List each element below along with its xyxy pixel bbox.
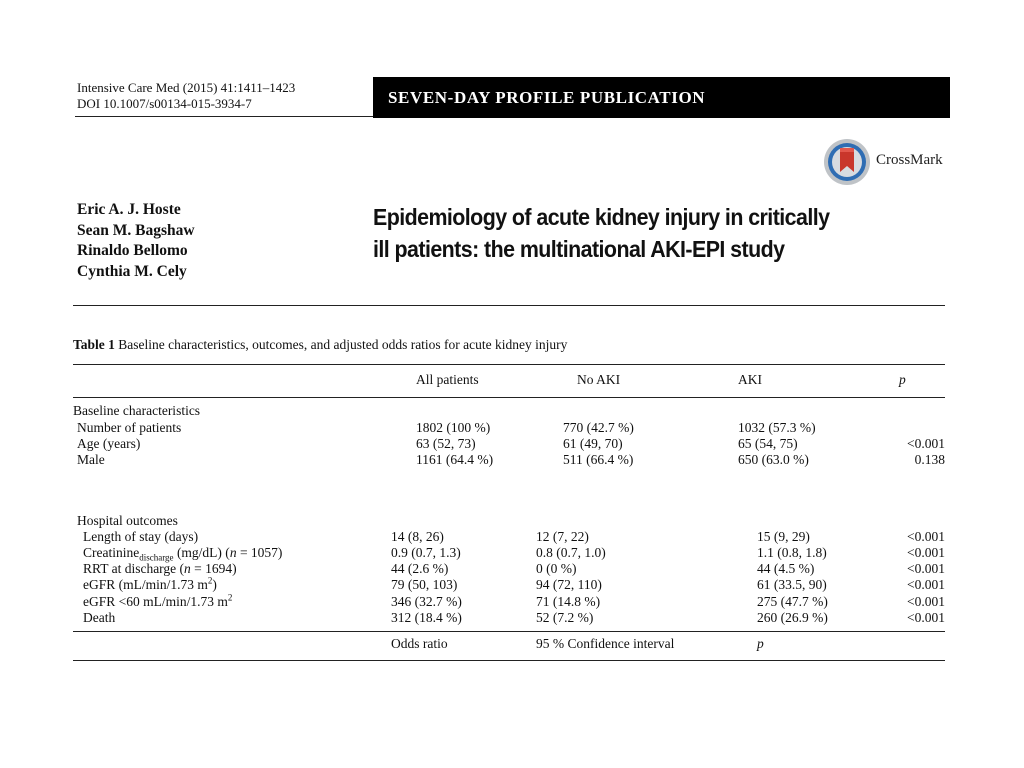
table-caption-text: Baseline characteristics, outcomes, and adjusted odds ratios for acute kidney injury <box>118 337 568 352</box>
column-header-all: All patients <box>416 372 479 387</box>
cell-all: 0.9 (0.7, 1.3) <box>391 545 461 560</box>
row-label <box>83 545 282 561</box>
column-header-p: p <box>899 372 906 387</box>
cell-aki: 650 (63.0 %) <box>738 452 809 467</box>
section-banner: SEVEN-DAY PROFILE PUBLICATION <box>373 77 950 118</box>
row-label-subscript: discharge <box>139 552 174 563</box>
row-label <box>83 594 232 610</box>
author-name: Cynthia M. Cely <box>77 262 187 280</box>
cell-p: 0.138 <box>914 452 945 467</box>
row-label-text: RRT at discharge ( <box>83 561 185 576</box>
section-heading-hospital: Hospital outcomes <box>77 513 178 528</box>
article-title <box>373 201 922 265</box>
cell-all: 63 (52, 73) <box>416 436 476 451</box>
row-label-text: = 1694) <box>194 561 237 576</box>
cell-all: 346 (32.7 %) <box>391 594 462 609</box>
table-bottom-rule <box>73 660 945 661</box>
author-name: Eric A. J. Hoste <box>77 201 181 218</box>
row-label-italic: n <box>184 561 191 576</box>
cell-aki: 65 (54, 75) <box>738 436 798 451</box>
row-label-italic: n <box>229 545 237 560</box>
row-label-text: = 1057) <box>239 545 283 560</box>
cell-p: <0.001 <box>907 436 945 451</box>
row-label <box>83 577 217 593</box>
cell-p: <0.001 <box>907 529 945 544</box>
row-label: Length of stay (days) <box>83 529 199 544</box>
cell-p: <0.001 <box>907 561 945 576</box>
odds-header-ci: 95 % Confidence interval <box>536 636 675 651</box>
cell-p: <0.001 <box>907 594 945 609</box>
cell-no-aki: 12 (7, 22) <box>536 529 589 544</box>
journal-citation-block <box>77 80 295 112</box>
table-label: Table 1 <box>73 337 115 352</box>
author-name: Sean M. Bagshaw <box>77 221 195 239</box>
cell-p: <0.001 <box>907 545 945 560</box>
journal-doi: DOI 10.1007/s00134-015-3934-7 <box>77 96 252 111</box>
cell-no-aki: 511 (66.4 %) <box>563 452 634 467</box>
cell-all: 1802 (100 %) <box>416 420 491 435</box>
row-label: Age (years) <box>77 436 141 451</box>
row-label-superscript: 2 <box>207 575 213 586</box>
row-label-text: (mg/dL) ( <box>176 545 230 560</box>
cell-no-aki: 52 (7.2 %) <box>536 610 594 625</box>
header-rule <box>75 116 373 117</box>
cell-no-aki: 71 (14.8 %) <box>536 594 601 609</box>
cell-p: <0.001 <box>907 577 945 592</box>
cell-no-aki: 61 (49, 70) <box>563 436 623 451</box>
crossmark-label[interactable]: CrossMark <box>876 152 943 168</box>
author-list <box>77 200 195 282</box>
crossmark-icon[interactable] <box>823 138 871 186</box>
table-caption <box>73 337 567 353</box>
cell-all: 14 (8, 26) <box>391 529 444 544</box>
row-label: Male <box>77 452 105 467</box>
cell-no-aki: 94 (72, 110) <box>536 577 602 592</box>
author-name: Rinaldo Bellomo <box>77 242 188 259</box>
row-label-text: eGFR <60 mL/min/1.73 m <box>83 594 228 609</box>
cell-aki: 61 (33.5, 90) <box>757 577 827 592</box>
cell-aki: 275 (47.7 %) <box>757 594 828 609</box>
cell-no-aki: 0.8 (0.7, 1.0) <box>536 545 606 560</box>
row-label-text: eGFR (mL/min/1.73 m <box>83 577 208 592</box>
journal-citation: Intensive Care Med (2015) 41:1411–1423 <box>77 80 296 95</box>
divider <box>73 305 945 306</box>
cell-p: <0.001 <box>907 610 945 625</box>
cell-all: 79 (50, 103) <box>391 577 458 592</box>
article-title-line: Epidemiology of acute kidney injury in critically <box>373 204 830 230</box>
article-title-line: ill patients: the multinational AKI-EPI study <box>373 236 785 262</box>
odds-header-p: p <box>757 636 764 651</box>
row-label-text: Creatinine <box>83 545 140 560</box>
section-heading-baseline: Baseline characteristics <box>73 403 201 418</box>
cell-aki: 260 (26.9 %) <box>757 610 828 625</box>
row-label-text: ) <box>212 577 217 592</box>
row-label: Death <box>83 610 116 625</box>
cell-no-aki: 0 (0 %) <box>536 561 577 576</box>
cell-all: 312 (18.4 %) <box>391 610 462 625</box>
cell-aki: 15 (9, 29) <box>757 529 810 544</box>
cell-all: 44 (2.6 %) <box>391 561 449 576</box>
table-header-rule <box>73 397 945 398</box>
column-header-aki: AKI <box>738 372 762 387</box>
column-header-no-aki: No AKI <box>577 372 621 387</box>
row-label-superscript: 2 <box>227 592 233 603</box>
cell-no-aki: 770 (42.7 %) <box>563 420 634 435</box>
odds-header-ratio: Odds ratio <box>391 636 448 651</box>
table-top-rule <box>73 364 945 365</box>
cell-all: 1161 (64.4 %) <box>416 452 494 467</box>
row-label <box>83 561 237 577</box>
table-mid-rule <box>73 631 945 632</box>
cell-aki: 1032 (57.3 %) <box>738 420 816 435</box>
row-label: Number of patients <box>77 420 182 435</box>
cell-aki: 44 (4.5 %) <box>757 561 815 576</box>
cell-aki: 1.1 (0.8, 1.8) <box>757 545 827 560</box>
